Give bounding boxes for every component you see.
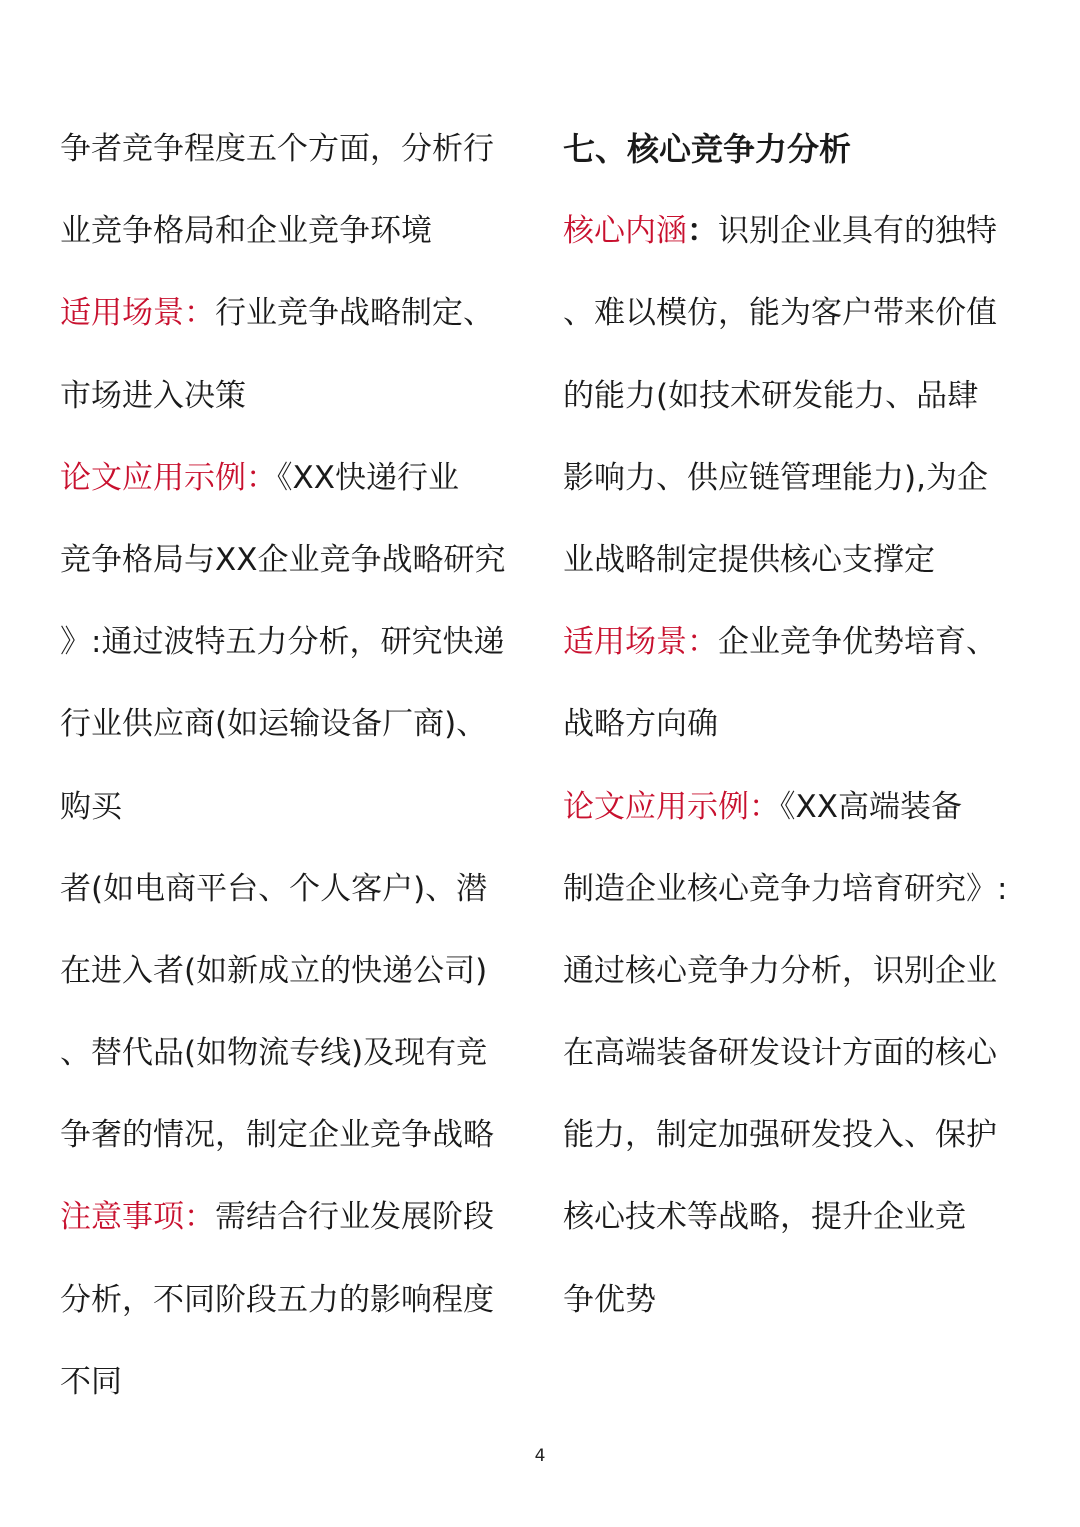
section-label: 论文应用示例： [60, 459, 277, 496]
text-line [60, 437, 530, 519]
section-text: 企业竞争优势培育、 [718, 624, 997, 661]
text-line [563, 766, 1033, 848]
text-line: 》:通过波特五力分析，研究快递 [60, 624, 505, 661]
text-line: 业战略制定提供核心支撑定 [563, 541, 935, 578]
section-label: 适用场景： [563, 624, 718, 661]
text-line: 通过核心竞争力分析，识别企业 [563, 952, 997, 989]
text-line: 影响力、供应链管理能力),为企 [563, 459, 988, 496]
section-label: 适用场景： [60, 295, 215, 332]
text-line: 分析，不同阶段五力的影响程度 [60, 1281, 494, 1318]
right-column [563, 108, 1033, 1341]
section-text: 《XX快递行业 [277, 459, 459, 496]
left-column [60, 108, 530, 1423]
section-label: 注意事项： [60, 1199, 215, 1236]
text-line: 的能力(如技术研发能力、品肆 [563, 377, 979, 414]
text-line: 不同 [60, 1363, 122, 1400]
text-line: 在进入者(如新成立的快递公司) [60, 952, 488, 989]
text-line: 在高端装备研发设计方面的核心 [563, 1035, 997, 1072]
section-text: 行业竞争战略制定、 [215, 295, 494, 332]
section-text: 识别企业具有的独特 [718, 213, 997, 250]
section-label: 核心内涵 [563, 213, 687, 250]
text-line: 能力，制定加强研发投入、保护 [563, 1117, 997, 1154]
text-line: 竞争格局与XX企业竞争战略研究 [60, 541, 506, 578]
label-colon: ： [687, 213, 718, 250]
text-line: 市场进入决策 [60, 377, 246, 414]
text-line: 、替代品(如物流专线)及现有竞 [60, 1035, 488, 1072]
text-line: 争优势 [563, 1281, 656, 1318]
text-line [563, 190, 1033, 272]
section-heading: 七、核心竞争力分析 [563, 130, 852, 168]
text-line: 者(如电商平台、个人客户)、潜 [60, 870, 488, 907]
text-line: 核心技术等战略，提升企业竞 [563, 1199, 966, 1236]
text-line: 战略方向确 [563, 706, 718, 743]
text-line: 购买 [60, 788, 122, 825]
text-line: 行业供应商(如运输设备厂商)、 [60, 706, 488, 743]
text-line: 、难以模仿，能为客户带来价值 [563, 295, 997, 332]
page-number: 4 [534, 1446, 546, 1466]
section-label: 论文应用示例： [563, 788, 780, 825]
text-line: 制造企业核心竞争力培育研究》: [563, 870, 1008, 907]
text-line: 争者竞争程度五个方面，分析行 [60, 131, 494, 167]
text-line: 争奢的情况，制定企业竞争战略 [60, 1117, 494, 1154]
text-line [60, 1176, 530, 1258]
text-line [563, 601, 1033, 683]
section-text: 《XX高端装备 [780, 788, 962, 825]
text-line [60, 272, 530, 354]
section-text: 需结合行业发展阶段 [215, 1199, 494, 1236]
text-line: 业竞争格局和企业竞争环境 [60, 213, 432, 250]
